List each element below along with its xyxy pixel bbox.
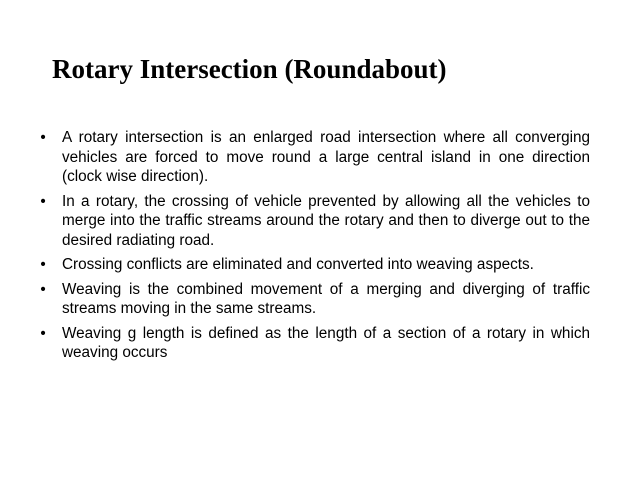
bullet-icon: • xyxy=(40,129,46,146)
bullet-list xyxy=(30,128,590,368)
bullet-icon: • xyxy=(40,324,46,342)
bullet-text: A rotary intersection is an enlarged road intersection where all converging vehicles are forced to move round a large central island in one direction (clock wise direction). xyxy=(62,129,590,185)
bullet-text: Crossing conflicts are eliminated and converted into weaving aspects. xyxy=(62,256,534,273)
bullet-item xyxy=(30,255,590,275)
slide-title: Rotary Intersection (Roundabout) xyxy=(52,54,447,84)
bullet-item xyxy=(30,280,590,319)
bullet-item xyxy=(30,324,590,363)
bullet-icon: • xyxy=(40,280,46,298)
bullet-icon: • xyxy=(40,256,46,273)
bullet-icon: • xyxy=(40,192,46,210)
bullet-item xyxy=(30,192,590,251)
bullet-text: In a rotary, the crossing of vehicle prevented by allowing all the vehicles to merge into the traffic streams around the rotary and then to diverge out to the desired radiating road. xyxy=(62,192,590,249)
bullet-item xyxy=(30,128,590,187)
bullet-text: Weaving is the combined movement of a merging and diverging of traffic streams moving in the same streams. xyxy=(62,280,590,317)
bullet-text: Weaving g length is defined as the length of a section of a rotary in which weaving occurs xyxy=(62,324,590,361)
